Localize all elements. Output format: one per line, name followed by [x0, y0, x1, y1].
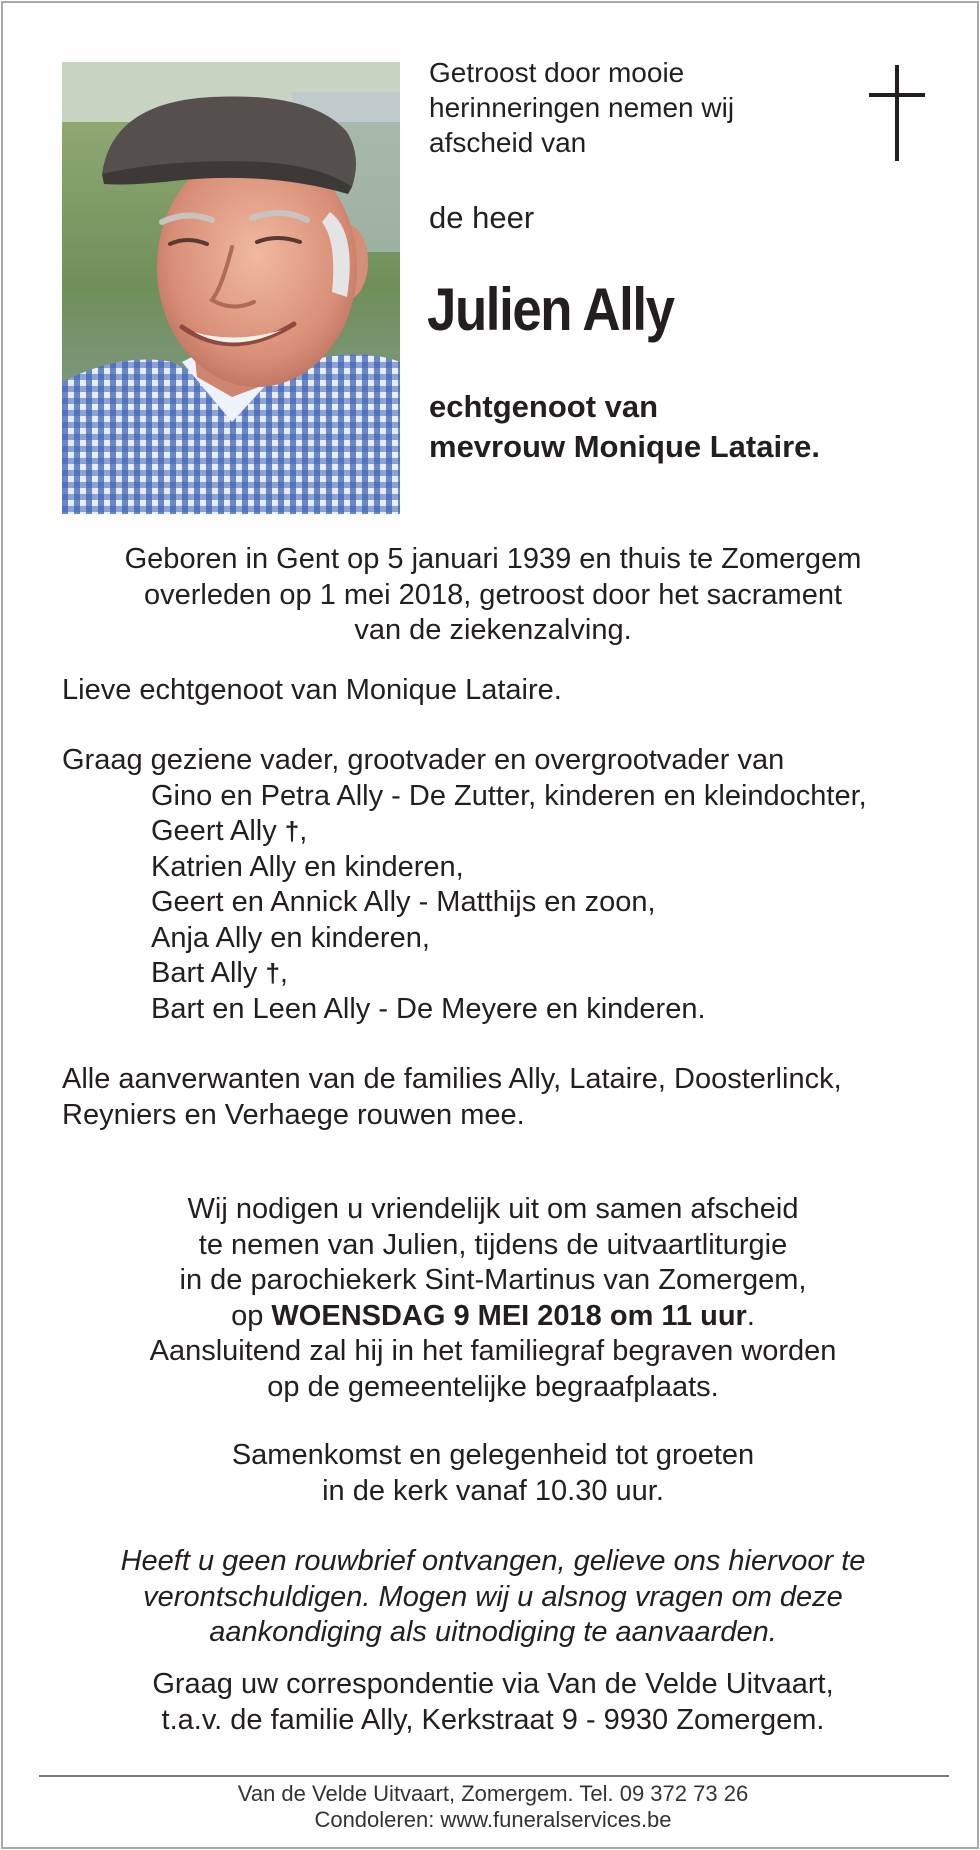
family-member [62, 814, 962, 850]
death-notice [1, 1, 979, 1849]
family-member: Bart en Leen Ally - De Meyere en kinderen. [151, 992, 706, 1025]
text-line: in de kerk vanaf 10.30 uur. [322, 1474, 664, 1507]
deceased-cross-icon: † [284, 816, 300, 846]
invitation-paragraph [43, 1192, 943, 1405]
intro-line: Getroost door mooie [429, 57, 685, 88]
text-fragment: op [231, 1299, 272, 1332]
footer [43, 1781, 943, 1833]
family-member: Katrien Ally en kinderen, [151, 850, 464, 883]
text-line: in de parochiekerk Sint-Martinus van Zomergem, [179, 1264, 807, 1296]
cross-icon [869, 65, 925, 161]
member-name: Geert Ally [151, 815, 277, 847]
apology-paragraph [43, 1544, 943, 1651]
condolence-link[interactable]: Condoleren: www.funeralservices.be [314, 1807, 672, 1832]
spouse-line-paragraph: Lieve echtgenoot van Monique Lataire. [62, 674, 562, 706]
correspondence-paragraph [43, 1667, 943, 1738]
family-member: Anja Ally en kinderen, [151, 921, 430, 954]
intro-line: herinneringen nemen wij [429, 92, 735, 123]
comma: , [299, 815, 308, 847]
comma: , [279, 957, 288, 989]
gathering-paragraph [43, 1438, 943, 1509]
family-member: Geert en Annick Ally - Matthijs en zoon, [151, 886, 656, 918]
funeral-home-contact: Van de Velde Uitvaart, Zomergem. Tel. 09 372 73 26 [237, 1781, 749, 1806]
text-line: t.a.v. de familie Ally, Kerkstraat 9 - 9930 Zomergem. [161, 1703, 825, 1736]
deceased-name: Julien Ally [427, 276, 674, 343]
service-date: WOENSDAG 9 MEI 2018 om 11 uur [271, 1299, 747, 1332]
spouse-line: mevrouw Monique Lataire. [429, 429, 821, 464]
text-line: van de ziekenzalving. [354, 614, 632, 646]
birth-death-paragraph [43, 542, 943, 649]
text-line: aankondiging als uitnodiging te aanvaarden. [209, 1616, 777, 1648]
text-line: overleden op 1 mei 2018, getroost door het sacrament [143, 578, 843, 611]
relatives-paragraph [62, 1062, 962, 1133]
member-name: Bart Ally [151, 957, 258, 989]
text-line: Reyniers en Verhaege rouwen mee. [62, 1098, 525, 1131]
text-fragment: . [746, 1299, 755, 1332]
text-line: Aansluitend zal hij in het familiegraf begraven worden [149, 1335, 837, 1367]
deceased-cross-icon: † [265, 958, 280, 988]
text-line: Heeft u geen rouwbrief ontvangen, gelieve ons hiervoor te [120, 1545, 866, 1577]
family-member [62, 956, 962, 992]
family-list [62, 743, 962, 1027]
spouse-heading [429, 387, 820, 467]
text-line: Wij nodigen u vriendelijk uit om samen afscheid [187, 1193, 799, 1225]
spouse-line: echtgenoot van [429, 389, 659, 424]
family-member: Gino en Petra Ally - De Zutter, kinderen en kleindochter, [151, 779, 867, 812]
text-line: Graag uw correspondentie via Van de Velde Uitvaart, [152, 1668, 834, 1700]
salutation: de heer [429, 200, 535, 235]
family-heading: Graag geziene vader, grootvader en overgrootvader van [62, 744, 785, 776]
text-line: Geboren in Gent op 5 januari 1939 en thuis te Zomergem [124, 543, 862, 575]
text-line [43, 1299, 943, 1335]
intro-text [429, 55, 829, 160]
footer-divider [39, 1775, 949, 1777]
intro-line: afscheid van [429, 127, 587, 158]
text-line: Samenkomst en gelegenheid tot groeten [231, 1439, 755, 1471]
text-line: te nemen van Julien, tijdens de uitvaartliturgie [198, 1228, 788, 1261]
portrait-photo [62, 62, 400, 514]
text-line: verontschuldigen. Mogen wij u alsnog vragen om deze [143, 1580, 843, 1613]
text-line: op de gemeentelijke begraafplaats. [267, 1370, 719, 1403]
text-line: Alle aanverwanten van de families Ally, Lataire, Doosterlinck, [62, 1063, 842, 1095]
